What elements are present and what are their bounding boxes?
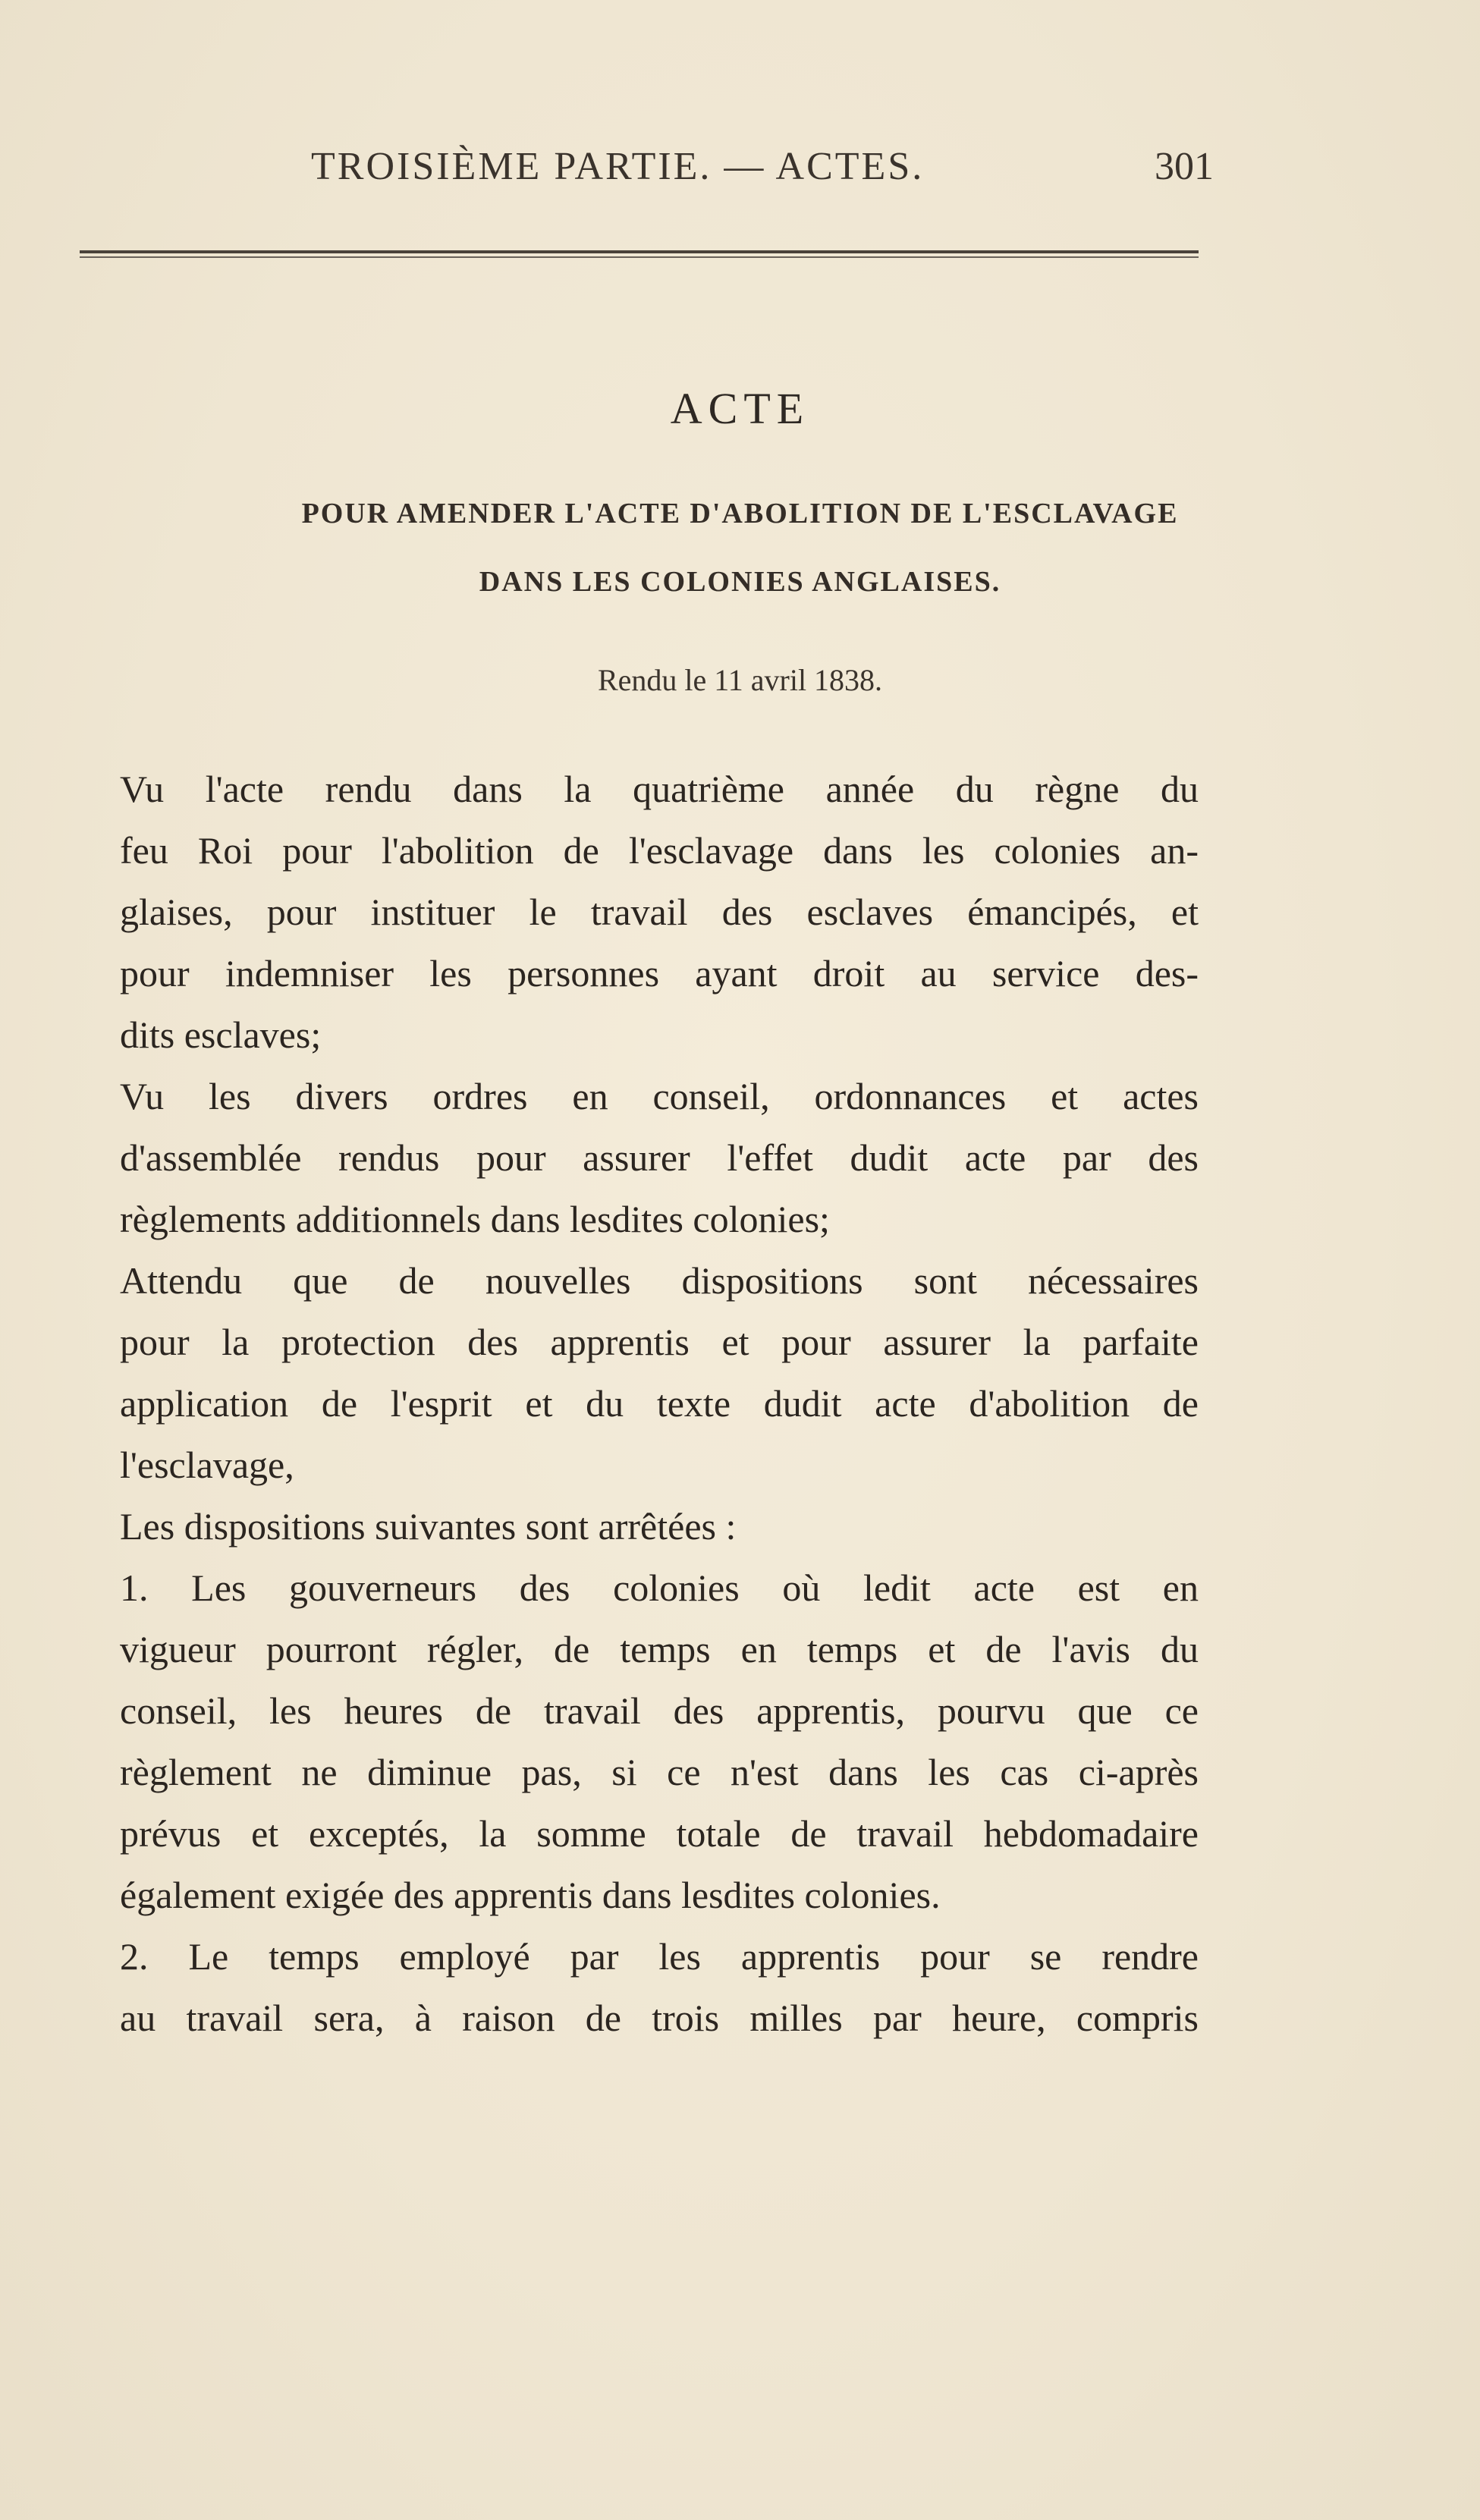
body-line: d'assemblée rendus pour assurer l'effet dudit acte par des — [120, 1136, 1199, 1179]
body-line: vigueur pourront régler, de temps en temps et de l'avis du — [120, 1628, 1199, 1670]
body-line: glaises, pour instituer le travail des esclaves émancipés, et — [120, 891, 1199, 933]
running-head — [121, 144, 1214, 197]
body-line: dits esclaves; — [120, 1013, 322, 1056]
running-title: TROISIÈME PARTIE. — ACTES. — [311, 145, 925, 188]
header-rule-thin — [80, 256, 1199, 258]
header-rule — [80, 250, 1199, 258]
header-rule-thick — [80, 250, 1199, 253]
act-subtitle-line-1: POUR AMENDER L'ACTE D'ABOLITION DE L'ESCLAVAGE — [301, 498, 1179, 529]
body-line: règlements additionnels dans lesdites colonies; — [120, 1198, 830, 1240]
body-text — [120, 759, 1199, 2049]
body-line: prévus et exceptés, la somme totale de travail hebdomadaire — [120, 1812, 1199, 1855]
enactment-date: Rendu le 11 avril 1838. — [597, 663, 883, 697]
body-line: au travail sera, à raison de trois milles par heure, compris — [120, 1997, 1199, 2039]
body-line: Vu l'acte rendu dans la quatrième année du règne du — [120, 768, 1199, 810]
body-line: également exigée des apprentis dans lesdites colonies. — [120, 1874, 941, 1916]
body-line: pour indemniser les personnes ayant droit au service des- — [120, 952, 1199, 994]
body-line: application de l'esprit et du texte dudit acte d'abolition de — [120, 1382, 1199, 1425]
body-line: Les dispositions suivantes sont arrêtées : — [120, 1505, 737, 1548]
body-line: pour la protection des apprentis et pour assurer la parfaite — [120, 1321, 1199, 1363]
page-number: 301 — [1155, 145, 1214, 188]
body-line: feu Roi pour l'abolition de l'esclavage dans les colonies an- — [120, 829, 1199, 872]
body-line: Vu les divers ordres en conseil, ordonnances et actes — [120, 1075, 1199, 1117]
body-line: Attendu que de nouvelles dispositions sont nécessaires — [120, 1259, 1199, 1302]
act-title: ACTE — [670, 384, 810, 433]
body-line: 1. Les gouverneurs des colonies où ledit acte est en — [120, 1566, 1199, 1609]
body-line: l'esclavage, — [120, 1444, 294, 1486]
body-line: conseil, les heures de travail des apprentis, pourvu que ce — [120, 1689, 1199, 1732]
body-line: règlement ne diminue pas, si ce n'est dans les cas ci-après — [120, 1751, 1199, 1793]
body-line: 2. Le temps employé par les apprentis pour se rendre — [120, 1935, 1199, 1978]
act-subtitle-line-2: DANS LES COLONIES ANGLAISES. — [479, 566, 1001, 598]
